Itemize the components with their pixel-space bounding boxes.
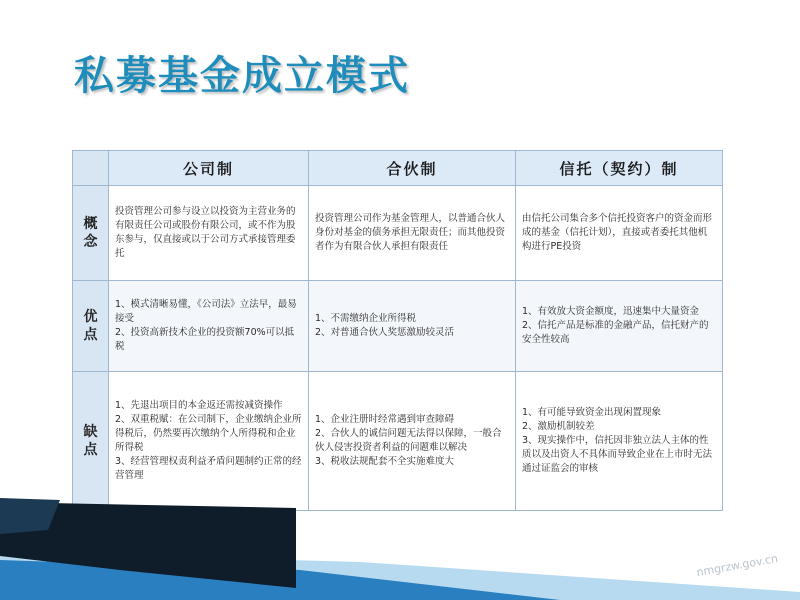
row-label-text: 概念 [83,216,98,250]
header-corner-cell [73,151,109,186]
row-label-concept [73,186,109,281]
row-label-text: 缺点 [83,424,98,458]
comparison-table [72,150,723,511]
watermark-text: nmgrzw.gov.cn [695,551,779,580]
bottom-decoration [0,490,800,600]
cell-advantages-trust: 1、有效放大资金额度，迅速集中大量资金 2、信托产品是标准的金融产品，信托财产的安全性较高 [516,281,723,372]
cell-concept-trust: 由信托公司集合多个信托投资客户的资金而形成的基金（信托计划），直接或者委托其他机构进行PE投资 [516,186,723,281]
comparison-table-wrapper [72,150,722,511]
cell-disadvantages-company: 1、先退出项目的本金返还需按减资操作 2、双重税赋：在公司制下，企业缴纳企业所得税后，仍然要再次缴纳个人所得税和企业所得税 3、经营管理权责利益矛盾问题制约正常的经营管理 [109,372,309,511]
cell-advantages-partnership: 1、不需缴纳企业所得税 2、对普通合伙人奖惩激励较灵活 [309,281,516,372]
header-trust: 信托（契约）制 [516,151,723,186]
table-header-row [73,151,723,186]
row-label-advantages [73,281,109,372]
cell-advantages-company: 1、模式清晰易懂，《公司法》立法早，最易接受 2、投资高新技术企业的投资额70%可以抵税 [109,281,309,372]
cell-concept-partnership: 投资管理公司作为基金管理人，以普通合伙人身份对基金的债务承担无限责任；而其他投资者作为有限合伙人承担有限责任 [309,186,516,281]
header-partnership: 合伙制 [309,151,516,186]
row-label-text: 优点 [83,309,98,343]
table-row-advantages [73,281,723,372]
cell-disadvantages-trust: 1、有可能导致资金出现闲置现象 2、激励机制较差 3、现实操作中，信托因非独立法人主体的性质以及出资人不具体而导致企业在上市时无法通过证监会的审核 [516,372,723,511]
table-row-concept [73,186,723,281]
header-company: 公司制 [109,151,309,186]
cell-disadvantages-partnership: 1、企业注册时经常遇到审查障碍 2、合伙人的诚信问题无法得以保障，一般合伙人侵害投资者利益的问题难以解决 3、税收法规配套不全实施难度大 [309,372,516,511]
slide-title: 私募基金成立模式 [74,53,410,99]
cell-concept-company: 投资管理公司参与设立以投资为主营业务的有限责任公司或股份有限公司，或不作为股东参与，仅直接或以于公司方式承接管理委托 [109,186,309,281]
